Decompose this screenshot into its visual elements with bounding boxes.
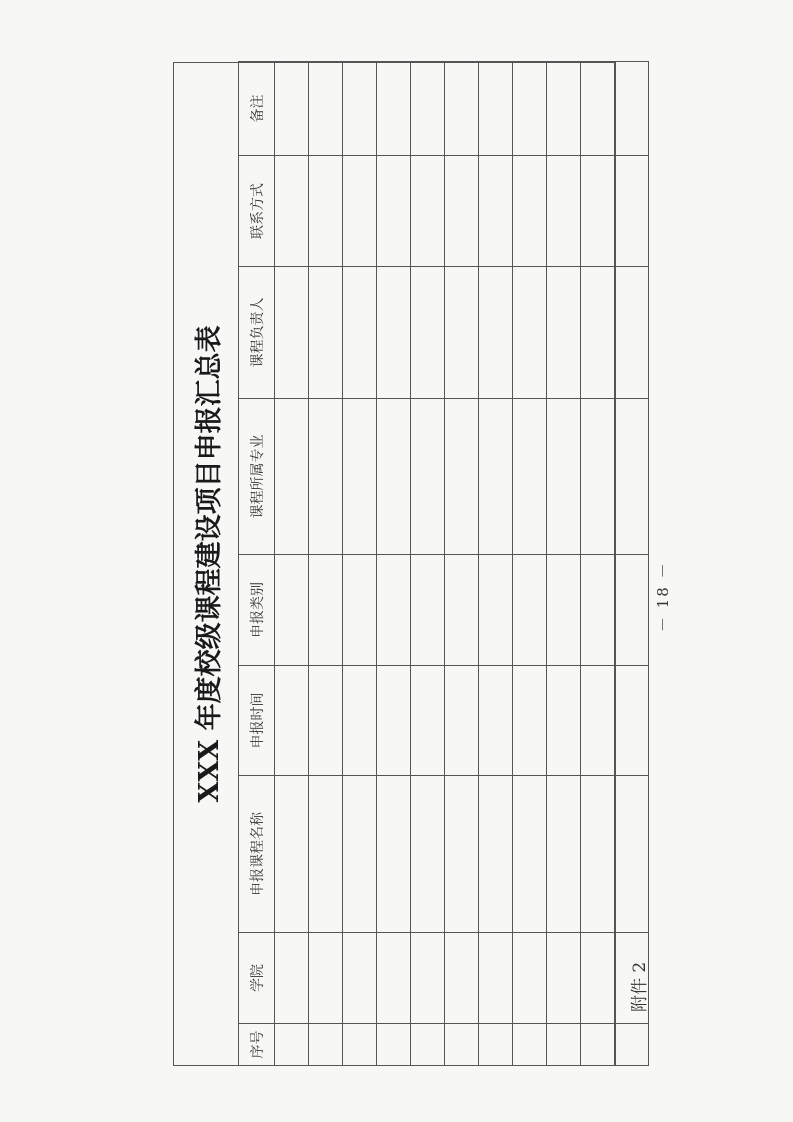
table-cell: [411, 666, 445, 776]
table-cell: [615, 555, 649, 666]
table-cell: [445, 776, 479, 933]
table-cell: [581, 933, 615, 1024]
table-cell: [275, 1024, 309, 1066]
table-cell: [343, 666, 377, 776]
table-cell: [343, 399, 377, 555]
table-cell: [547, 399, 581, 555]
table-row: [445, 62, 479, 1066]
table-cell: [445, 666, 479, 776]
table-cell: [479, 933, 513, 1024]
table-header-row: [239, 62, 275, 1066]
table-cell: [377, 666, 411, 776]
page-number: － 18 －: [654, 561, 672, 632]
table-cell: [343, 776, 377, 933]
table-cell: [445, 933, 479, 1024]
table-row: [513, 62, 547, 1066]
table-cell: [547, 555, 581, 666]
table-cell: [513, 156, 547, 267]
table-cell: [445, 267, 479, 399]
table-row: [411, 62, 445, 1066]
header-major: 课程所属专业: [239, 399, 275, 555]
table-cell: [615, 933, 649, 1024]
attachment-label: 附件 2: [630, 961, 650, 1012]
table-cell: [615, 62, 649, 156]
table-row: [581, 62, 615, 1066]
table-cell: [581, 156, 615, 267]
table-row: [479, 62, 513, 1066]
table-cell: [479, 776, 513, 933]
table-cell: [615, 267, 649, 399]
table-cell: [547, 776, 581, 933]
table-row: [343, 62, 377, 1066]
table-cell: [275, 933, 309, 1024]
table-cell: [513, 399, 547, 555]
table-cell: [309, 666, 343, 776]
table-cell: [615, 776, 649, 933]
table-cell: [479, 267, 513, 399]
table-row: [615, 62, 649, 1066]
table-cell: [581, 1024, 615, 1066]
table-cell: [581, 399, 615, 555]
table-body: [275, 62, 649, 1066]
table-row: [275, 62, 309, 1066]
table-cell: [479, 555, 513, 666]
table-cell: [581, 666, 615, 776]
table-cell: [309, 933, 343, 1024]
table-cell: [411, 1024, 445, 1066]
table-cell: [479, 62, 513, 156]
table-cell: [479, 399, 513, 555]
table-cell: [445, 555, 479, 666]
table-row: [309, 62, 343, 1066]
table-cell: [343, 62, 377, 156]
table-cell: [343, 1024, 377, 1066]
table-cell: [411, 62, 445, 156]
table-cell: [513, 776, 547, 933]
table-cell: [377, 156, 411, 267]
table-cell: [411, 156, 445, 267]
table-title: XXX 年度校级课程建设项目申报汇总表: [194, 325, 225, 803]
table-row: [547, 62, 581, 1066]
header-apply-time: 申报时间: [239, 666, 275, 776]
table-cell: [309, 776, 343, 933]
table-cell: [275, 62, 309, 156]
table-cell: [513, 666, 547, 776]
table-cell: [615, 1024, 649, 1066]
table-cell: [343, 156, 377, 267]
table-cell: [547, 267, 581, 399]
table-cell: [411, 776, 445, 933]
table-cell: [343, 555, 377, 666]
table-cell: [377, 399, 411, 555]
table-cell: [445, 156, 479, 267]
table-cell: [377, 776, 411, 933]
table-cell: [547, 156, 581, 267]
table-cell: [377, 1024, 411, 1066]
table-cell: [479, 666, 513, 776]
table-cell: [547, 933, 581, 1024]
table-cell: [309, 267, 343, 399]
table-cell: [581, 62, 615, 156]
table-cell: [615, 399, 649, 555]
table-cell: [581, 776, 615, 933]
table-cell: [513, 555, 547, 666]
table-cell: [547, 62, 581, 156]
table-cell: [343, 267, 377, 399]
table-cell: [377, 267, 411, 399]
table-cell: [309, 1024, 343, 1066]
table-cell: [377, 933, 411, 1024]
table-cell: [377, 555, 411, 666]
table-cell: [411, 555, 445, 666]
table-cell: [445, 399, 479, 555]
table-cell: [547, 666, 581, 776]
table-cell: [275, 666, 309, 776]
table-cell: [309, 399, 343, 555]
table-cell: [275, 776, 309, 933]
table-cell: [411, 399, 445, 555]
table-cell: [275, 156, 309, 267]
table-cell: [275, 555, 309, 666]
table-cell: [513, 1024, 547, 1066]
table-cell: [581, 267, 615, 399]
table-cell: [275, 399, 309, 555]
header-contact: 联系方式: [239, 156, 275, 267]
table-cell: [309, 555, 343, 666]
table-cell: [445, 62, 479, 156]
header-course-leader: 课程负责人: [239, 267, 275, 399]
table-cell: [275, 267, 309, 399]
table-row: [377, 62, 411, 1066]
header-college: 学院: [239, 933, 275, 1024]
table-cell: [513, 933, 547, 1024]
table-cell: [513, 267, 547, 399]
header-course-name: 申报课程名称: [239, 776, 275, 933]
table-cell: [445, 1024, 479, 1066]
table-cell: [479, 156, 513, 267]
summary-table-frame: [173, 62, 616, 1066]
table-cell: [581, 555, 615, 666]
table-cell: [411, 267, 445, 399]
header-serial: 序号: [239, 1024, 275, 1066]
table-cell: [615, 666, 649, 776]
table-cell: [411, 933, 445, 1024]
header-remarks: 备注: [239, 62, 275, 156]
table-cell: [343, 933, 377, 1024]
table-cell: [513, 62, 547, 156]
table-cell: [479, 1024, 513, 1066]
table-cell: [377, 62, 411, 156]
table-cell: [547, 1024, 581, 1066]
table-cell: [615, 156, 649, 267]
summary-table: [238, 61, 649, 1066]
table-cell: [309, 62, 343, 156]
table-cell: [309, 156, 343, 267]
header-apply-category: 申报类别: [239, 555, 275, 666]
